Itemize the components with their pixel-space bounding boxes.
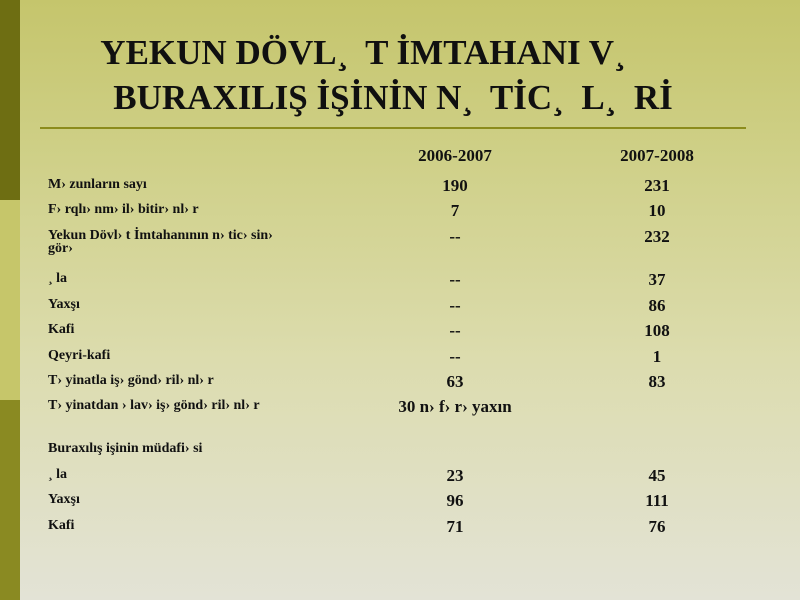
- row-value-2006-2007: --: [449, 321, 461, 340]
- row-value-2006-2007: 190: [442, 176, 468, 195]
- row-label: Kafi: [48, 518, 75, 533]
- row-value-2006-2007: 96: [446, 491, 464, 510]
- row-label: T› yinatdan › lav› iş› gönd› ril› nl› r: [48, 398, 260, 413]
- row-value-2007-2008: 231: [644, 176, 670, 195]
- row-value-2007-2008: 1: [652, 347, 662, 366]
- row-value-2007-2008: 232: [644, 227, 670, 246]
- row-value-2006-2007: 23: [446, 466, 464, 485]
- row-value-2007-2008: 45: [648, 466, 666, 485]
- row-value-2006-2007: --: [449, 227, 461, 246]
- row-value-2006-2007: --: [449, 296, 461, 315]
- row-label: Yaxşı: [48, 297, 80, 312]
- row-value-2006-2007: 7: [450, 201, 460, 220]
- row-value-2007-2008: 108: [644, 321, 670, 340]
- row-value-2007-2008: 86: [648, 296, 666, 315]
- row-value-2007-2008: 111: [645, 491, 669, 510]
- column-header-2006-2007: 2006-2007: [418, 146, 492, 165]
- row-value-2006-2007: 63: [446, 372, 464, 391]
- row-label: T› yinatla iş› gönd› ril› nl› r: [48, 373, 214, 388]
- row-label: Yekun Dövl› t İmtahanının n› tic› sin› gör›: [48, 228, 273, 256]
- row-label: Kafi: [48, 322, 75, 337]
- row-value-2006-2007: --: [449, 347, 461, 366]
- row-label: ¸ la: [48, 271, 68, 286]
- row-value-2006-2007: 71: [446, 517, 464, 536]
- row-value-2007-2008: 83: [648, 372, 666, 391]
- row-label: M› zunların sayı: [48, 177, 147, 192]
- row-value-2007-2008: 37: [648, 270, 666, 289]
- row-label: F› rqlı› nm› il› bitir› nl› r: [48, 202, 199, 217]
- row-value-2006-2007: --: [449, 270, 461, 289]
- section-heading: Buraxılış işinin müdafi› si: [48, 441, 203, 456]
- column-header-2007-2008: 2007-2008: [620, 146, 694, 165]
- row-value-2007-2008: 10: [648, 201, 666, 220]
- title-line-2: BURAXILIŞ İŞİNİN N¸ TİC¸ L¸ Rİ: [113, 78, 673, 117]
- title-line-1: YEKUN DÖVL¸ T İMTAHANI V¸: [100, 33, 626, 72]
- row-label: Yaxşı: [48, 492, 80, 507]
- row-value-2007-2008: 76: [648, 517, 666, 536]
- row-value-2006-2007: 30 n› f› r› yaxın: [398, 397, 512, 416]
- row-label: Qeyri-kafi: [48, 348, 111, 363]
- row-label: ¸ la: [48, 467, 68, 482]
